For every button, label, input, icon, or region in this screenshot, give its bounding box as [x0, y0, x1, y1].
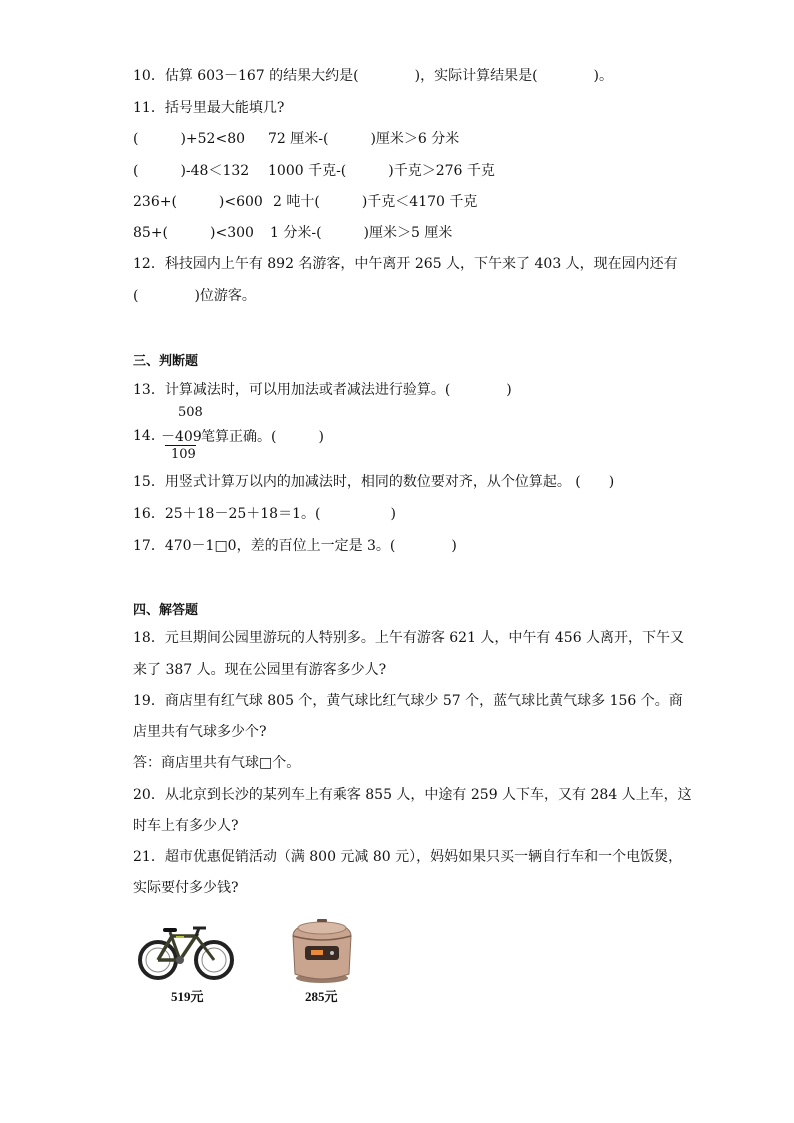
question-19-line1: 19．商店里有红气球 805 个，黄气球比红气球少 57 个，蓝气球比黄气球多 156 个。商: [133, 693, 683, 709]
question-13: 13．计算减法时，可以用加法或者减法进行验算。( ): [133, 382, 512, 398]
q11-row2-right: 1000 千克-( )千克＞276 千克: [268, 163, 495, 179]
question-19-answer: 答：商店里共有气球□个。: [133, 755, 301, 771]
question-20-line1: 20．从北京到长沙的某列车上有乘客 855 人，中途有 259 人下车，又有 284 人上车，这: [133, 787, 692, 803]
q11-row1-right: 72 厘米-( )厘米＞6 分米: [268, 131, 460, 147]
question-21-line2: 实际要付多少钱?: [133, 880, 239, 896]
q14-result: 109: [171, 447, 196, 462]
q11-row3-right: 2 吨十( )千克＜4170 千克: [273, 194, 478, 210]
question-12-line2: ( )位游客。: [133, 288, 256, 304]
bicycle-image: [136, 920, 236, 984]
question-14-label: 14．: [133, 428, 165, 444]
question-15: 15．用竖式计算万以内的加减法时，相同的数位要对齐，从个位算起。 ( ): [133, 474, 615, 490]
q14-statement: 笔算正确。( ): [201, 429, 324, 445]
question-18-line2: 来了 387 人。现在公园里有游客多少人?: [133, 662, 387, 678]
question-20-line2: 时车上有多少人?: [133, 818, 239, 834]
q11-row1-left: ( )+52<80: [133, 131, 246, 147]
q11-row4-left: 85+( )<300: [133, 225, 254, 241]
section-answer-title: 四、解答题: [133, 603, 199, 618]
q11-row2-left: ( )-48＜132: [133, 163, 250, 179]
section-judgement-title: 三、判断题: [133, 354, 199, 369]
question-11: 11．括号里最大能填几?: [133, 100, 285, 116]
rice-cooker-image: [287, 914, 357, 986]
question-19-line2: 店里共有气球多少个?: [133, 724, 267, 740]
question-18-line1: 18．元旦期间公园里游玩的人特别多。上午有游客 621 人，中午有 456 人离开，下午又: [133, 630, 685, 646]
q14-minuend: 508: [178, 405, 203, 420]
q11-row4-right: 1 分米-( )厘米＞5 厘米: [270, 225, 453, 241]
question-10: 10．估算 603－167 的结果大约是( )，实际计算结果是( )。: [133, 68, 614, 84]
question-17: 17．470－1□0，差的百位上一定是 3。( ): [133, 538, 457, 554]
q14-rule-line: [165, 445, 196, 446]
bicycle-price: 519元: [171, 989, 204, 1004]
question-16: 16．25＋18－25＋18＝1。( ): [133, 506, 396, 522]
rice-cooker-price: 285元: [305, 989, 338, 1004]
question-12-line1: 12．科技园内上午有 892 名游客，中午离开 265 人，下午来了 403 人，现在园内还有: [133, 256, 678, 272]
q14-subtrahend: －409: [161, 429, 202, 445]
question-21-line1: 21．超市优惠促销活动（满 800 元减 80 元），妈妈如果只买一辆自行车和一个电饭煲，: [133, 849, 683, 865]
q11-row3-left: 236+( )<600: [133, 194, 263, 210]
